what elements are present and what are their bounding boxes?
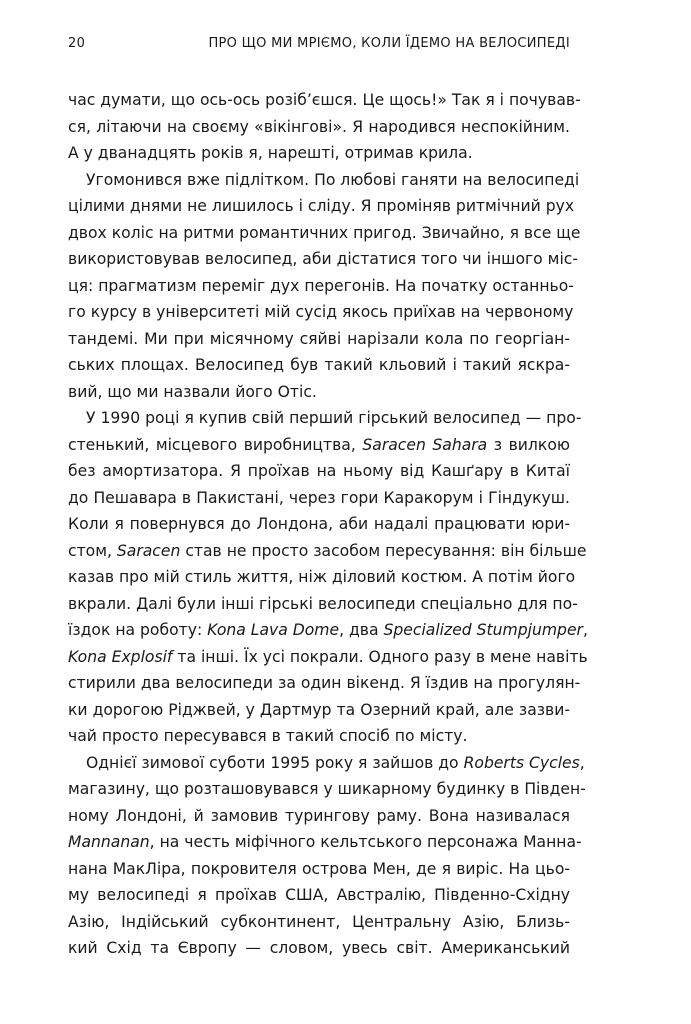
text-line: кий Схід та Європу — словом, увесь світ. Американський [68, 939, 570, 957]
text-line: магазину, що розташовувався у шикарному будинку в Півден- [68, 780, 586, 798]
text-line: го курсу в університеті мій сусід якось приїхав на червоному [68, 303, 574, 321]
text-line: му велосипеді я проїхав США, Австралію, Південно-Східну [68, 886, 570, 904]
text-line: до Пешавара в Пакистані, через гори Каракорум і Гіндукуш. [68, 488, 570, 507]
text-line: вкрали. Далі були інші гірські велосипеди спеціально для по- [68, 594, 578, 613]
italic-title: Kona Explosif [68, 647, 173, 666]
text-line: ному Лондоні, й замовив турингову раму. Вона називалася [68, 806, 570, 825]
text-line: без амортизатора. Я проїхав на ньому від Кашґару в Китаї [68, 462, 570, 480]
text-line: А у дванадцять років я, нарешті, отримав крила. [68, 144, 473, 162]
text-line: Угомонився вже підлітком. По любові ганяти на велосипеді [86, 170, 580, 189]
text-line: двох коліс на ритми романтичних пригод. Звичайно, я все ще [68, 223, 581, 242]
text-line: вий, що ми назвали його Отіс. [68, 382, 317, 401]
text-line: казав про мій стиль життя, ніж діловий костюм. А потім його [68, 568, 576, 586]
text-line: ся, літаючи на своєму «вікінгові». Я народився неспокійним. [68, 117, 570, 136]
text-line: стенький, місцевого виробництва, Saracen Sahara з вилкою [68, 435, 570, 454]
italic-title: Roberts Cycles [463, 753, 580, 772]
text-line: Mannanan, на честь міфічного кельтського персонажа Манна- [68, 833, 582, 851]
text-line: Коли я повернувся до Лондона, аби надалі працювати юри- [68, 515, 570, 533]
paragraph [68, 405, 588, 750]
text-line: У 1990 році я купив свій перший гірський велосипед — про- [86, 409, 582, 427]
italic-title: Kona Lava Dome [207, 621, 340, 639]
text-line: тандемі. Ми при місячному сяйві нарізали кола по георгіан- [68, 329, 570, 348]
paragraph [68, 750, 586, 962]
text-line: використовував велосипед, аби дістатися того чи іншого міс- [68, 250, 578, 268]
text-line: нана МакЛіра, покровителя острова Мен, де я виріс. На цьо- [68, 859, 570, 878]
italic-title: Mannanan [68, 833, 150, 851]
text-line: ця: прагматизм переміг дух перегонів. На початку останньо- [68, 276, 574, 295]
body-text [68, 87, 588, 962]
text-line: Однієї зимової суботи 1995 року я зайшов до Roberts Cycles, [86, 753, 585, 772]
text-line: ки дорогою Ріджвей, у Дартмур та Озерний край, але зазви- [68, 700, 570, 719]
text-line: Азію, Індійський субконтинент, Центральну Азію, Близь- [68, 912, 570, 931]
text-line: чай просто пересувався в такий спосіб по місту. [68, 727, 468, 745]
text-line: цілими днями не лишилось і сліду. Я проміняв ритмічний рух [68, 197, 575, 215]
text-line: Kona Explosif та інші. Їх усі покрали. Одного разу в мене навіть [68, 647, 588, 666]
running-head: ПРО ЩО МИ МРІЄМО, КОЛИ ЇДЕМО НА ВЕЛОСИПЕДІ [208, 36, 570, 51]
text-line: стом, Saracen став не просто засобом пересування: він більше [68, 541, 587, 560]
paragraph [68, 87, 581, 167]
italic-title: Saracen Sahara [362, 435, 488, 454]
page-header [68, 36, 570, 52]
text-line: стирили два велосипеди за один вікенд. Я їздив на прогулян- [68, 674, 581, 692]
italic-title: Saracen [116, 541, 181, 560]
text-line: час думати, що ось-ось розіб’єшся. Це щось!» Так я і почував- [68, 91, 581, 109]
text-line: ських площах. Велосипед був такий кльовий і такий яскра- [68, 356, 570, 374]
text-line: їздок на роботу: Kona Lava Dome, два Specialized Stumpjumper, [68, 621, 588, 639]
page-number: 20 [68, 36, 86, 51]
italic-title: Specialized Stumpjumper [383, 621, 583, 639]
paragraph [68, 167, 581, 406]
